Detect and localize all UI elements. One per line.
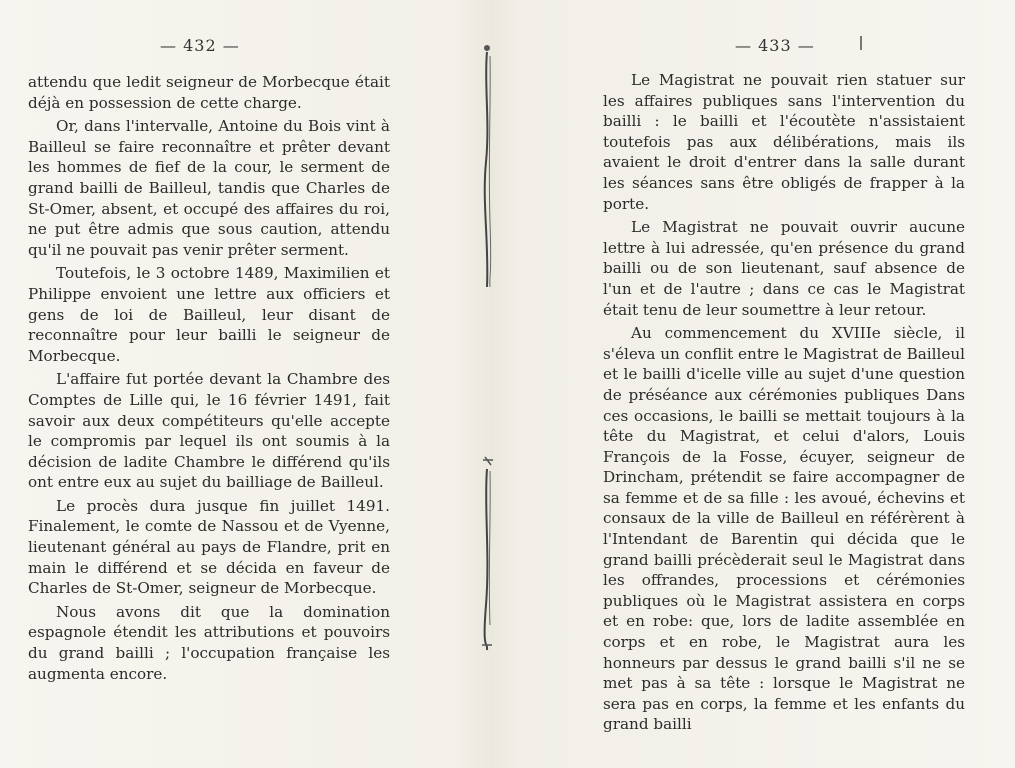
- left-page-number: — 432 —: [160, 36, 240, 55]
- paragraph: Or, dans l'intervalle, Antoine du Bois vint à Bailleul se faire reconnaître et prêter devant les hommes de fief de la cour, le serment de grand bailli de Bailleul, tandis que Charles de St-Omer, absent, et occupé des affaires du roi, ne put être admis que sous caution, attendu qu'il ne pouvait pas venir prêter serment.: [28, 117, 390, 259]
- paragraph: Le procès dura jusque fin juillet 1491. Finalement, le comte de Nassou et de Vyenne, lieutenant général au pays de Flandre, prit en main le différend et se décida en faveur de Charles de St-Omer, seigneur de Morbecque.: [28, 496, 390, 598]
- paragraph: Au commencement du XVIIIe siècle, il s'éleva un conflit entre le Magistrat de Bailleul et le bailli d'icelle ville au sujet d'une question de préséance aux cérémonies publiques Dans ces occasions, le bailli se mettait toujours à la tête du Magistrat, et celui d'alors, Louis François de la Fosse, écuyer, seigneur de Drincham, prétendit se faire accompagner de sa femme et de sa fille : les avoué, échevins et consaux de la ville de Bailleul en référèrent à l'Intendant de Barentin qui décida que le grand bailli précèderait seul le Magistrat dans les offrandes, processions et cérémonies publiques où le Magistrat assistera en corps et en robe: que, lors de ladite assemblée en corps et en robe, le Magistrat aura les honneurs par dessus le grand bailli s'il ne se met pas à sa tête : lorsque le Magistrat ne sera pas en corps, la femme et les enfants du grand bailli: [603, 324, 965, 734]
- binding-stitch-top: [478, 42, 498, 292]
- right-page-text: [603, 70, 965, 738]
- paragraph: Le Magistrat ne pouvait rien statuer sur les affaires publiques sans l'intervention du bailli : le bailli et l'écoutète n'assistaient toutefois pas aux délibérations, mais ils avaient le droit d'entrer dans la salle durant les séances sans être obligés de frapper à la porte.: [603, 71, 965, 213]
- paragraph: Nous avons dit que la domination espagnole étendit les attributions et pouvoirs du grand bailli ; l'occupation française les augmenta encore.: [28, 602, 390, 683]
- right-page-number: — 433 —: [735, 36, 815, 55]
- paragraph: attendu que ledit seigneur de Morbecque était déjà en possession de cette charge.: [28, 73, 390, 112]
- paragraph: Le Magistrat ne pouvait ouvrir aucune lettre à lui adressée, qu'en présence du grand bailli ou de son lieutenant, sauf absence de l'un et de l'autre ; dans ce cas le Magistrat était tenu de leur soumettre à leur retour.: [603, 218, 965, 319]
- paragraph: L'affaire fut portée devant la Chambre des Comptes de Lille qui, le 16 février 1491, fait savoir aux deux compétiteurs qu'elle accepte le compromis par lequel ils ont soumis à la décision de ladite Chambre le différend qu'ils ont entre eux au sujet du bailliage de Bailleul.: [28, 370, 390, 492]
- left-page-text: [28, 72, 390, 687]
- binding-stitch-bottom: [478, 455, 498, 655]
- paragraph: Toutefois, le 3 octobre 1489, Maximilien et Philippe envoient une lettre aux officiers et gens de loi de Bailleul, leur disant de reconnaître pour leur bailli le seigneur de Morbecque.: [28, 264, 390, 365]
- margin-mark: [860, 36, 862, 50]
